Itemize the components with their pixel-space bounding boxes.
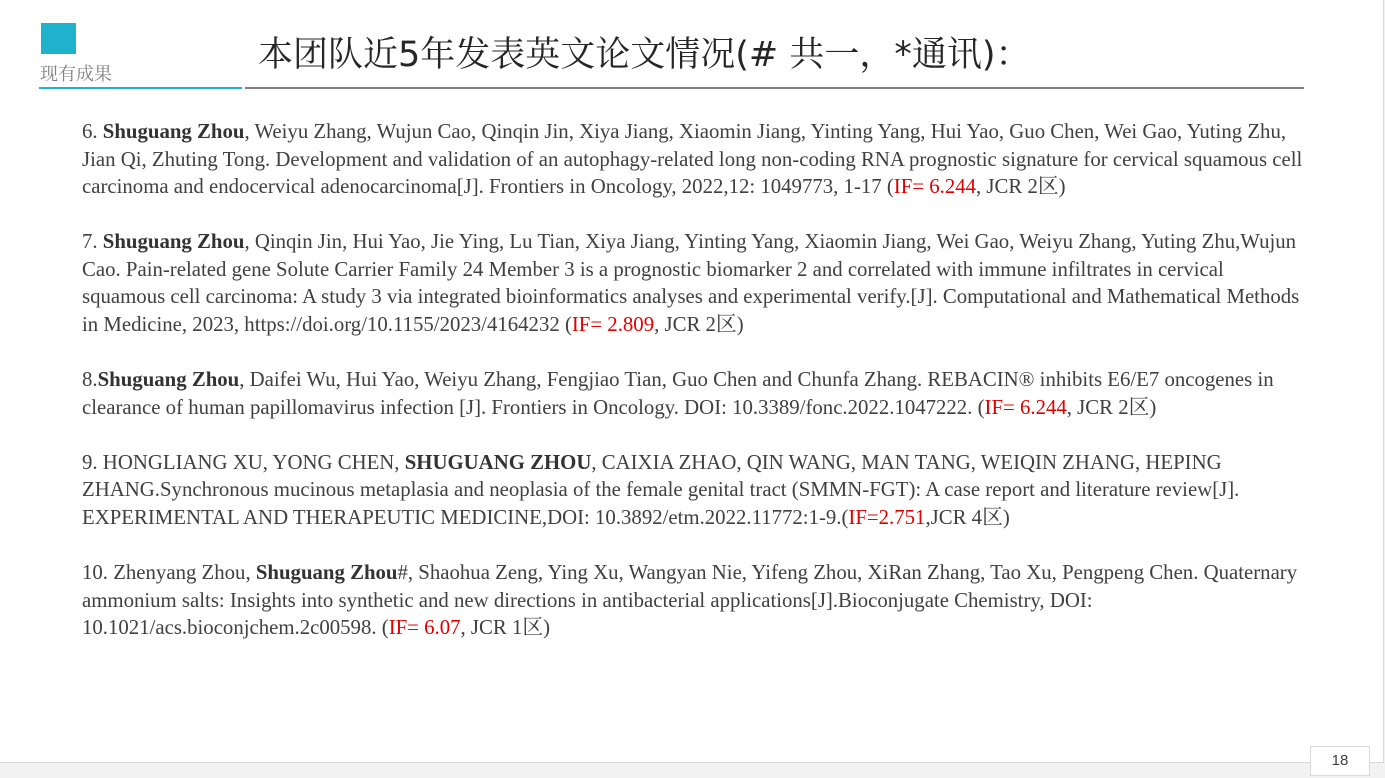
page-number-badge: 18 xyxy=(1310,746,1370,776)
highlighted-author: Shuguang Zhou xyxy=(102,230,245,254)
title-underline xyxy=(245,87,1304,89)
highlighted-author: Shuguang Zhou xyxy=(97,368,240,392)
highlighted-author: SHUGUANG ZHOU xyxy=(404,450,592,474)
section-accent-square xyxy=(41,23,76,54)
jcr-quartile: , JCR 2区) xyxy=(654,313,744,337)
paper-number: 6. xyxy=(82,120,103,143)
paper-number: 10. xyxy=(82,561,114,585)
section-underline xyxy=(39,87,242,89)
paper-entry-7 xyxy=(82,228,1312,338)
paper-list xyxy=(82,118,1312,669)
page-title: 本团队近5年发表英文论文情况(# 共一，*通讯)： xyxy=(258,35,1031,75)
impact-factor: IF= 6.07 xyxy=(388,616,461,640)
impact-factor: IF= 2.809 xyxy=(571,313,655,337)
section-label: 现有成果 xyxy=(40,64,112,85)
paper-authors-before: Zhenyang Zhou, xyxy=(113,561,256,585)
jcr-quartile: , JCR 2区) xyxy=(976,175,1066,199)
paper-citation: , CAIXIA ZHAO, QIN WANG, MAN TANG, WEIQIN ZHANG, HEPING ZHANG.Synchronous mucinous metaplasia and neoplasia of the female genital tract (SMMN-FGT): A case report and literature review[J]. EXPERIMENTAL AND THERAPEUTIC MEDICINE,DOI: 10.3892/etm.2022.11772:1-9.( xyxy=(82,450,1240,530)
paper-entry-10 xyxy=(82,559,1312,642)
paper-citation: , Daifei Wu, Hui Yao, Weiyu Zhang, Fengjiao Tian, Guo Chen and Chunfa Zhang. REBACIN® inhibits E6/E7 oncogenes in clearance of human papillomavirus infection [J]. Frontiers in Oncology. DOI: 10.3389/fonc.2022.1047222. ( xyxy=(82,368,1274,419)
highlighted-author: Shuguang Zhou xyxy=(255,561,398,585)
jcr-quartile: ,JCR 4区) xyxy=(925,506,1010,530)
paper-citation: #, Shaohua Zeng, Ying Xu, Wangyan Nie, Yifeng Zhou, XiRan Zhang, Tao Xu, Pengpeng Chen. Quaternary ammonium salts: Insights into synthetic and new directions in antibacterial applications[J].Bioconjugate Chemistry, DOI: 10.1021/acs.bioconjchem.2c00598. ( xyxy=(82,561,1298,640)
paper-citation: , Qinqin Jin, Hui Yao, Jie Ying, Lu Tian, Xiya Jiang, Yinting Yang, Xiaomin Jiang, Wei Gao, Weiyu Zhang, Yuting Zhu,Wujun Cao. Pain-related gene Solute Carrier Family 24 Member 3 is a prognostic biomarker 2 and correlated with immune infiltrates in cervical squamous cell carcinoma: A study 3 via integrated bioinformatics analyses and experimental verify.[J]. Computational and Mathematical Methods in Medicine, 2023, https://doi.org/10.1155/2023/4164232 ( xyxy=(82,230,1300,337)
paper-entry-6 xyxy=(82,118,1312,201)
impact-factor: IF=2.751 xyxy=(848,506,926,530)
paper-citation: , Weiyu Zhang, Wujun Cao, Qinqin Jin, Xiya Jiang, Xiaomin Jiang, Yinting Yang, Hui Yao, Guo Chen, Wei Gao, Yuting Zhu, Jian Qi, Zhuting Tong. Development and validation of an autophagy-related long non-coding RNA prognostic signature for cervical squamous cell carcinoma and endocervical adenocarcinoma[J]. Frontiers in Oncology, 2022,12: 1049773, 1-17 ( xyxy=(82,120,1303,199)
highlighted-author: Shuguang Zhou xyxy=(102,120,245,143)
jcr-quartile: , JCR 2区) xyxy=(1066,395,1157,419)
paper-entry-8 xyxy=(82,366,1312,421)
paper-number: 9. xyxy=(82,450,103,474)
impact-factor: IF= 6.244 xyxy=(893,175,977,199)
paper-entry-9 xyxy=(82,449,1312,532)
jcr-quartile: , JCR 1区) xyxy=(460,616,551,640)
impact-factor: IF= 6.244 xyxy=(984,395,1067,419)
paper-number: 7. xyxy=(82,230,103,254)
paper-number: 8. xyxy=(82,368,98,392)
paper-authors-before: HONGLIANG XU, YONG CHEN, xyxy=(102,450,405,474)
